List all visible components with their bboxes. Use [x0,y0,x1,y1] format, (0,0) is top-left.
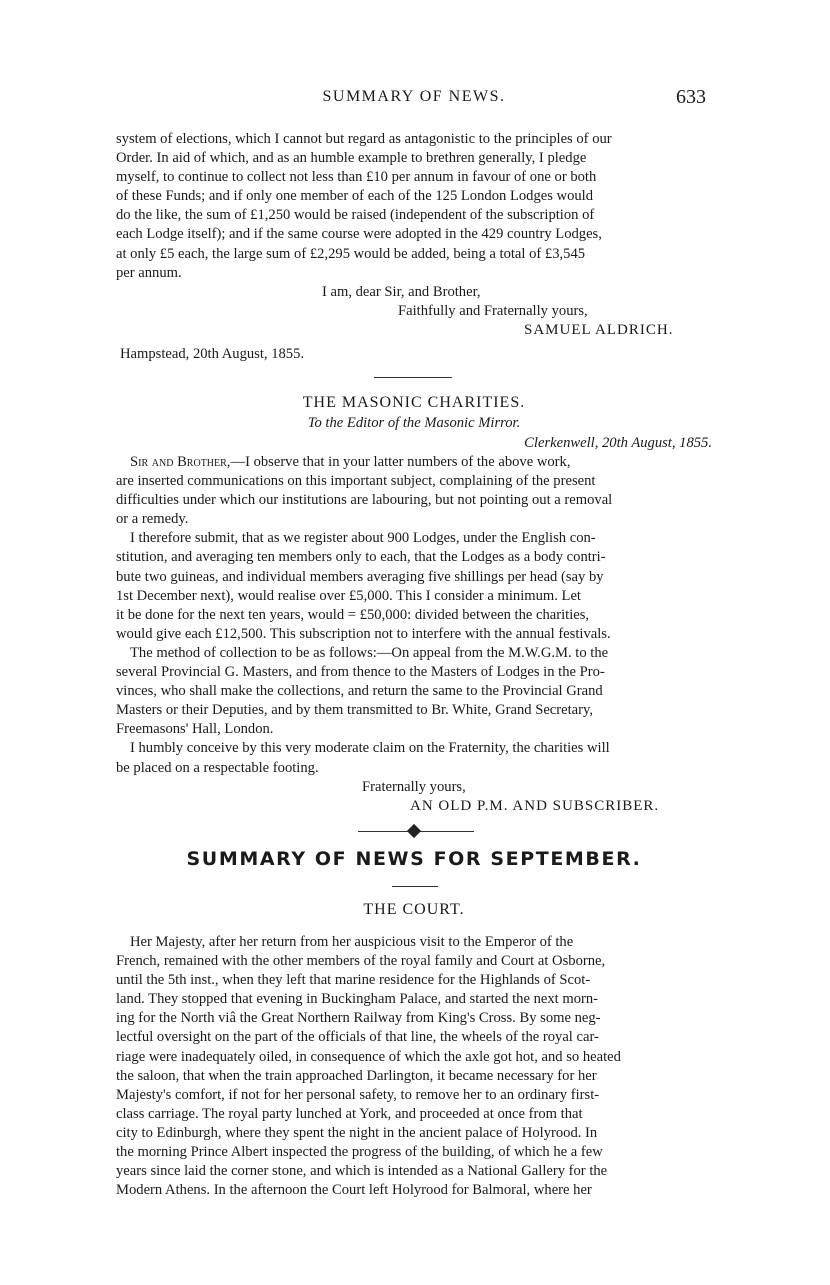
closing-salutation: I am, dear Sir, and Brother, [322,283,481,300]
text-line: are inserted communications on this important subject, complaining of the present [116,473,596,490]
text-line: class carriage. The royal party lunched at York, and proceeded at once from that [116,1105,583,1122]
text-line: difficulties under which our institutions are labouring, but not pointing out a removal [116,492,613,509]
text-line: French, remained with the other members of the royal family and Court at Osborne, [116,953,606,970]
text-line: system of elections, which I cannot but regard as antagonistic to the principles of our [116,131,612,147]
text-line: ing for the North viâ the Great Northern Railway from King's Cross. By some neg- [116,1010,601,1027]
text-line: lectful oversight on the part of the officials of that line, the wheels of the royal car- [116,1029,599,1046]
text-line: the saloon, that when the train approached Darlington, it became necessary for her [116,1067,597,1084]
separator-rule [392,886,438,887]
text-line: of these Funds; and if only one member of each of the 125 London Lodges would [116,188,594,205]
text-line: Her Majesty, after her return from her auspicious visit to the Emperor of the [130,934,574,950]
separator-rule [374,377,452,378]
page-number: 633 [676,86,706,108]
text-line: Masters or their Deputies, and by them transmitted to Br. White, Grand Secretary, [116,702,594,719]
text-line: The method of collection to be as follows:—On appeal from the M.W.G.M. to the [130,644,609,661]
summary-banner: SUMMARY OF NEWS FOR SEPTEMBER. [186,848,642,870]
text-line: at only £5 each, the large sum of £2,295 would be added, being a total of £3,545 [116,245,586,262]
text-line: or a remedy. [116,511,189,528]
section-title: THE MASONIC CHARITIES. [302,394,526,411]
section-subtitle: To the Editor of the Masonic Mirror. [307,415,521,431]
text-line: bute two guineas, and individual members averaging five shillings per head (say by [116,568,604,585]
text-line: each Lodge itself); and if the same course were adopted in the 429 country Lodges, [116,226,602,243]
text-line: several Provincial G. Masters, and from thence to the Masters of Lodges in the Pro- [116,664,605,681]
text-line: Freemasons' Hall, London. [116,721,274,738]
text-line: vinces, who shall make the collections, and return the same to the Provincial Grand [116,683,603,700]
court-section [116,901,712,1200]
text-line: myself, to continue to collect not less than £10 per annum in favour of one or both [116,169,597,186]
article-dateline: Clerkenwell, 20th August, 1855. [524,435,712,451]
text-line: the morning Prince Albert inspected the progress of the building, of which he a few [116,1144,603,1161]
text-line-rest: —I observe that in your latter numbers of the above work, [230,454,571,470]
text-line: be placed on a respectable footing. [116,759,319,776]
closing-valediction: Fraternally yours, [362,778,466,795]
text-line: I humbly conceive by this very moderate claim on the Fraternity, the charities will [130,740,610,757]
running-head: SUMMARY OF NEWS. [322,88,506,105]
signature: AN OLD P.M. AND SUBSCRIBER. [410,797,660,814]
text-line: do the like, the sum of £1,250 would be raised (independent of the subscription of [116,207,595,224]
text-line: stitution, and averaging ten members only to each, that the Lodges as a body contri- [116,549,606,566]
page-header [116,88,712,112]
text-line: city to Edinburgh, where they spent the night in the ancient palace of Holyrood. In [116,1124,598,1141]
text-line: land. They stopped that evening in Buckingham Palace, and started the next morn- [116,991,599,1008]
text-line: years since laid the corner stone, and which is intended as a National Gallery for the [116,1163,608,1180]
text-line: Order. In aid of which, and as an humble example to brethren generally, I pledge [116,150,587,167]
text-line: I therefore submit, that as we register about 900 Lodges, under the English con- [130,530,596,547]
ornament-diamond-icon [407,824,421,838]
masonic-charities-article [116,394,712,816]
text-line: Modern Athens. In the afternoon the Court left Holyrood for Balmoral, where her [116,1182,592,1199]
salutation: Sir and Brother, [130,454,231,470]
closing-valediction: Faithfully and Fraternally yours, [398,302,588,319]
text-line: per annum. [116,264,182,281]
signature: SAMUEL ALDRICH. [524,321,674,338]
letter-dateline: Hampstead, 20th August, 1855. [120,345,305,362]
letter-continuation [116,130,712,364]
text-line: riage were inadequately oiled, in consequence of which the axle got hot, and so heated [116,1048,621,1065]
text-line: 1st December next), would realise over £5,000. This I consider a minimum. Let [116,587,581,604]
text-line [116,453,712,472]
text-line: would give each £12,500. This subscription not to interfere with the annual festivals. [116,625,611,642]
text-line: it be done for the next ten years, would = £50,000: divided between the charities, [116,606,590,623]
section-title: THE COURT. [363,901,465,918]
text-line: until the 5th inst., when they left that marine residence for the Highlands of Scot- [116,972,591,989]
text-line: Majesty's comfort, if not for her personal safety, to remove her to an ordinary first- [116,1086,600,1103]
